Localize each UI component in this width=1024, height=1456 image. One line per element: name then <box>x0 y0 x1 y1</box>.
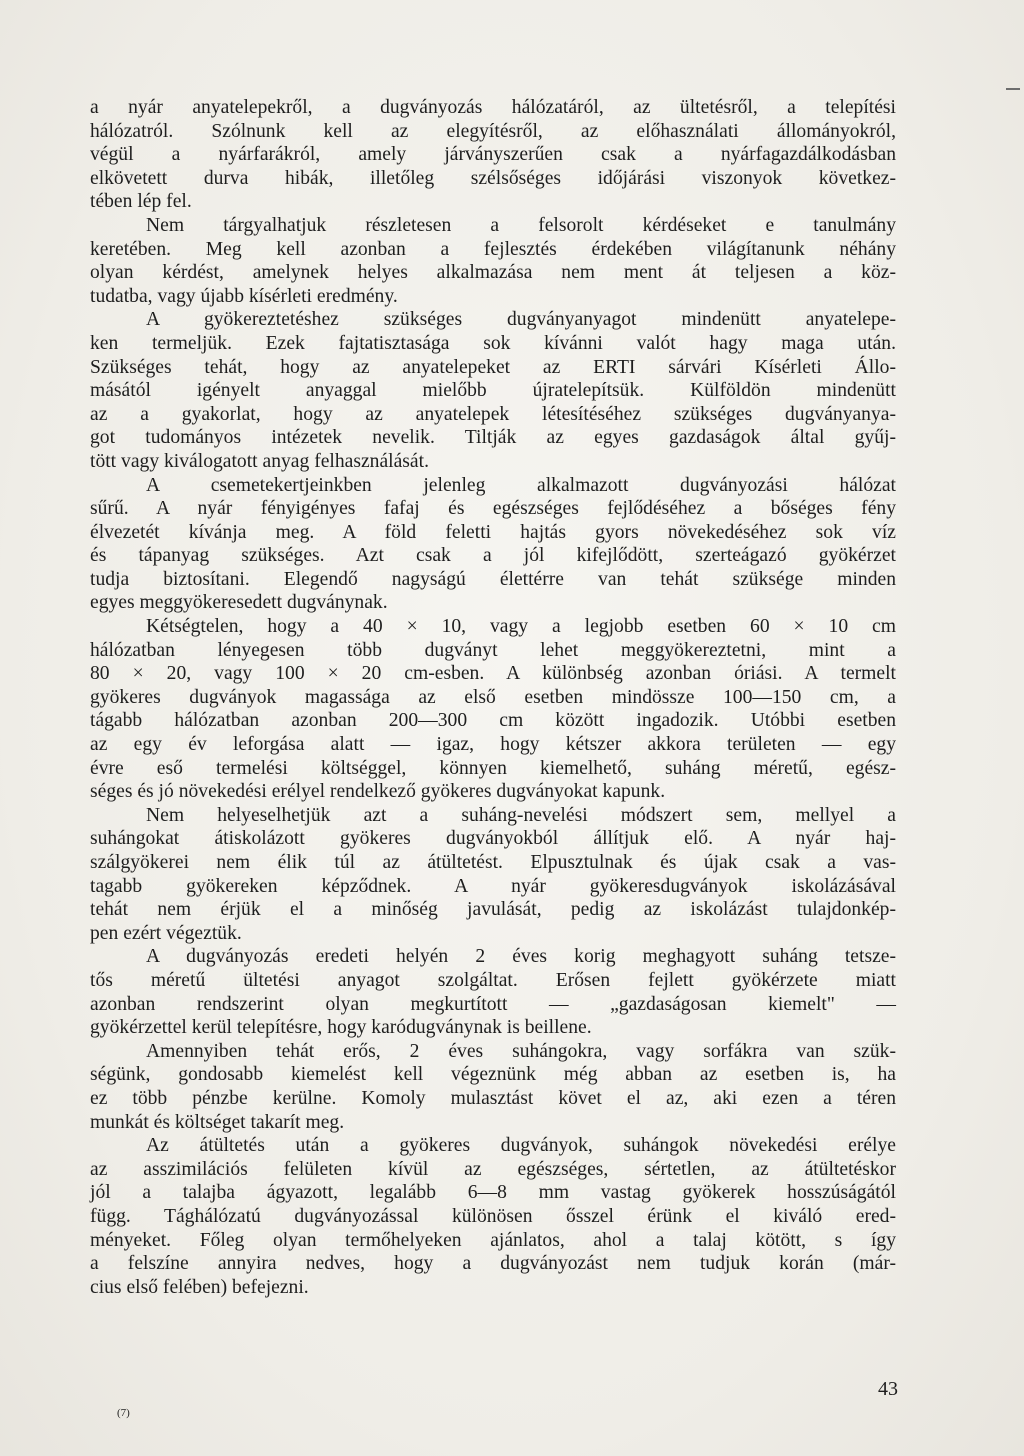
text-line: keretében. Meg kell azonban a fejlesztés érdekében világítanunk néhány <box>90 238 896 260</box>
text-line: cius első felében) befejezni. <box>90 1276 309 1298</box>
page-number: 43 <box>878 1378 898 1400</box>
text-line: szálgyökerei nem élik túl az átültetést. Elpusztulnak és újak csak a vas- <box>90 852 896 873</box>
edge-mark <box>1006 88 1020 90</box>
text-line: got tudományos intézetek nevelik. Tiltják az egyes gazdaságok által gyűj- <box>90 427 896 449</box>
text-line: ken termeljük. Ezek fajtatisztasága sok kívánni valót hagy maga után. <box>90 332 896 354</box>
text-line: élvezetét kívánja meg. A föld feletti hajtás gyors növekedéséhez sok víz <box>90 521 896 543</box>
text-line: sűrű. A nyár fényigényes fafaj és egészséges fejlődéséhez a bőséges fény <box>90 498 896 520</box>
text-line: ményeket. Főleg olyan termőhelyeken ajánlatos, ahol a talaj kötött, s így <box>90 1229 896 1251</box>
text-line: séges és jó növekedési erélyel rendelkező gyökeres dugványokat kapunk. <box>90 781 666 803</box>
text-line: az egy év leforgása alatt — igaz, hogy kétszer akkora területen — egy <box>90 734 896 756</box>
text-line: Nem tárgyalhatjuk részletesen a felsorolt kérdéseket e tanulmány <box>146 214 896 236</box>
text-line: A dugványozás eredeti helyén 2 éves korig meghagyott suháng tetsze- <box>146 946 896 968</box>
text-line: Az átültetés után a gyökeres dugványok, suhángok növekedési erélye <box>146 1135 896 1157</box>
text-line: végül a nyárfarákról, amely járványszerűen csak a nyárfagazdálkodásban <box>90 144 896 166</box>
text-line: az a gyakorlat, hogy az anyatelepek létesítéséhez szükséges dugványanya- <box>90 403 896 425</box>
text-line: egyes meggyökeresedett dugványnak. <box>90 592 388 614</box>
text-line: ez több pénzbe kerülne. Komoly mulasztást követ el az, aki ezen a téren <box>90 1087 896 1109</box>
text-line: A gyökereztetéshez szükséges dugványanyagot mindenütt anyatelepe- <box>146 309 896 331</box>
text-line: tött vagy kiválogatott anyag felhasználását. <box>90 450 429 472</box>
body-text <box>90 96 896 1299</box>
text-line: az asszimilációs felületen kívül az egészséges, sértetlen, az átültetéskor <box>90 1158 896 1180</box>
text-line: tehát nem érjük el a minőség javulását, pedig az iskolázást tulajdonkép- <box>90 899 896 921</box>
text-line: A csemetekertjeinkben jelenleg alkalmazott dugványozási hálózat <box>146 474 896 496</box>
text-line: függ. Tághálózatú dugványozással különösen ősszel érünk el kiváló ered- <box>90 1205 896 1227</box>
text-line: elkövetett durva hibák, illetőleg szélsőséges időjárási viszonyok következ- <box>90 167 896 189</box>
signature-mark: (7) <box>117 1407 130 1419</box>
text-line: olyan kérdést, amelynek helyes alkalmazása nem ment át teljesen a köz- <box>90 262 896 284</box>
text-line: Kétségtelen, hogy a 40 × 10, vagy a legjobb esetben 60 × 10 cm <box>146 616 896 638</box>
text-line: tudatba, vagy újabb kísérleti eredmény. <box>90 285 398 307</box>
text-line: jól a talajba ágyazott, legalább 6—8 mm vastag gyökerek hosszúságától <box>90 1182 896 1204</box>
text-line: hálózatban lényegesen több dugványt lehet meggyökereztetni, mint a <box>90 639 896 661</box>
text-line: tében lép fel. <box>90 191 192 213</box>
text-line: Nem helyeselhetjük azt a suháng-nevelési módszert sem, mellyel a <box>146 804 896 826</box>
text-line: azonban rendszerint olyan megkurtított — „gazdaságosan kiemelt" — <box>90 993 896 1015</box>
text-line: 80 × 20, vagy 100 × 20 cm-esben. A különbség azonban óriási. A termelt <box>90 663 896 685</box>
text-line: munkát és költséget takarít meg. <box>90 1111 345 1133</box>
text-line: Szükséges tehát, hogy az anyatelepeket az ERTI sárvári Kísérleti Állo- <box>90 356 896 378</box>
text-line: hálózatról. Szólnunk kell az elegyítésről, az előhasználati állományokról, <box>90 120 896 142</box>
text-line: a felszíne annyira nedves, hogy a dugványozást nem tudjuk korán (már- <box>90 1253 896 1275</box>
text-line: és tápanyag szükséges. Azt csak a jól kifejlődött, szerteágazó gyökérzet <box>90 545 896 567</box>
text-line: pen ezért végeztük. <box>90 922 242 944</box>
text-line: a nyár anyatelepekről, a dugványozás hálózatáról, az ültetésről, a telepítési <box>90 97 896 118</box>
text-line: tudja biztosítani. Elegendő nagyságú élettérre van tehát szüksége minden <box>90 568 896 590</box>
text-line: tős méretű ültetési anyagot szolgáltat. Erősen fejlett gyökérzete miatt <box>90 969 896 991</box>
text-line: évre eső termelési költséggel, könnyen kiemelhető, suháng méretű, egész- <box>90 757 896 779</box>
text-line: ségünk, gondosabb kiemelést kell végeznünk még abban az esetben is, ha <box>90 1064 896 1086</box>
text-line: tagabb gyökereken képződnek. A nyár gyökeresdugványok iskolázásával <box>90 875 896 897</box>
text-line: gyökeres dugványok magassága az első esetben mindössze 100—150 cm, a <box>90 686 896 708</box>
text-line: másától igényelt anyaggal mielőbb újratelepítsük. Külföldön mindenütt <box>90 380 896 402</box>
text-line: Amennyiben tehát erős, 2 éves suhángokra, vagy sorfákra van szük- <box>146 1040 896 1062</box>
text-line: suhángokat átiskolázott gyökeres dugványokból állítjuk elő. A nyár haj- <box>90 828 896 850</box>
text-line: tágabb hálózatban azonban 200—300 cm között ingadozik. Utóbbi esetben <box>90 710 896 732</box>
text-line: gyökérzettel kerül telepítésre, hogy karódugványnak is beillene. <box>90 1017 592 1039</box>
